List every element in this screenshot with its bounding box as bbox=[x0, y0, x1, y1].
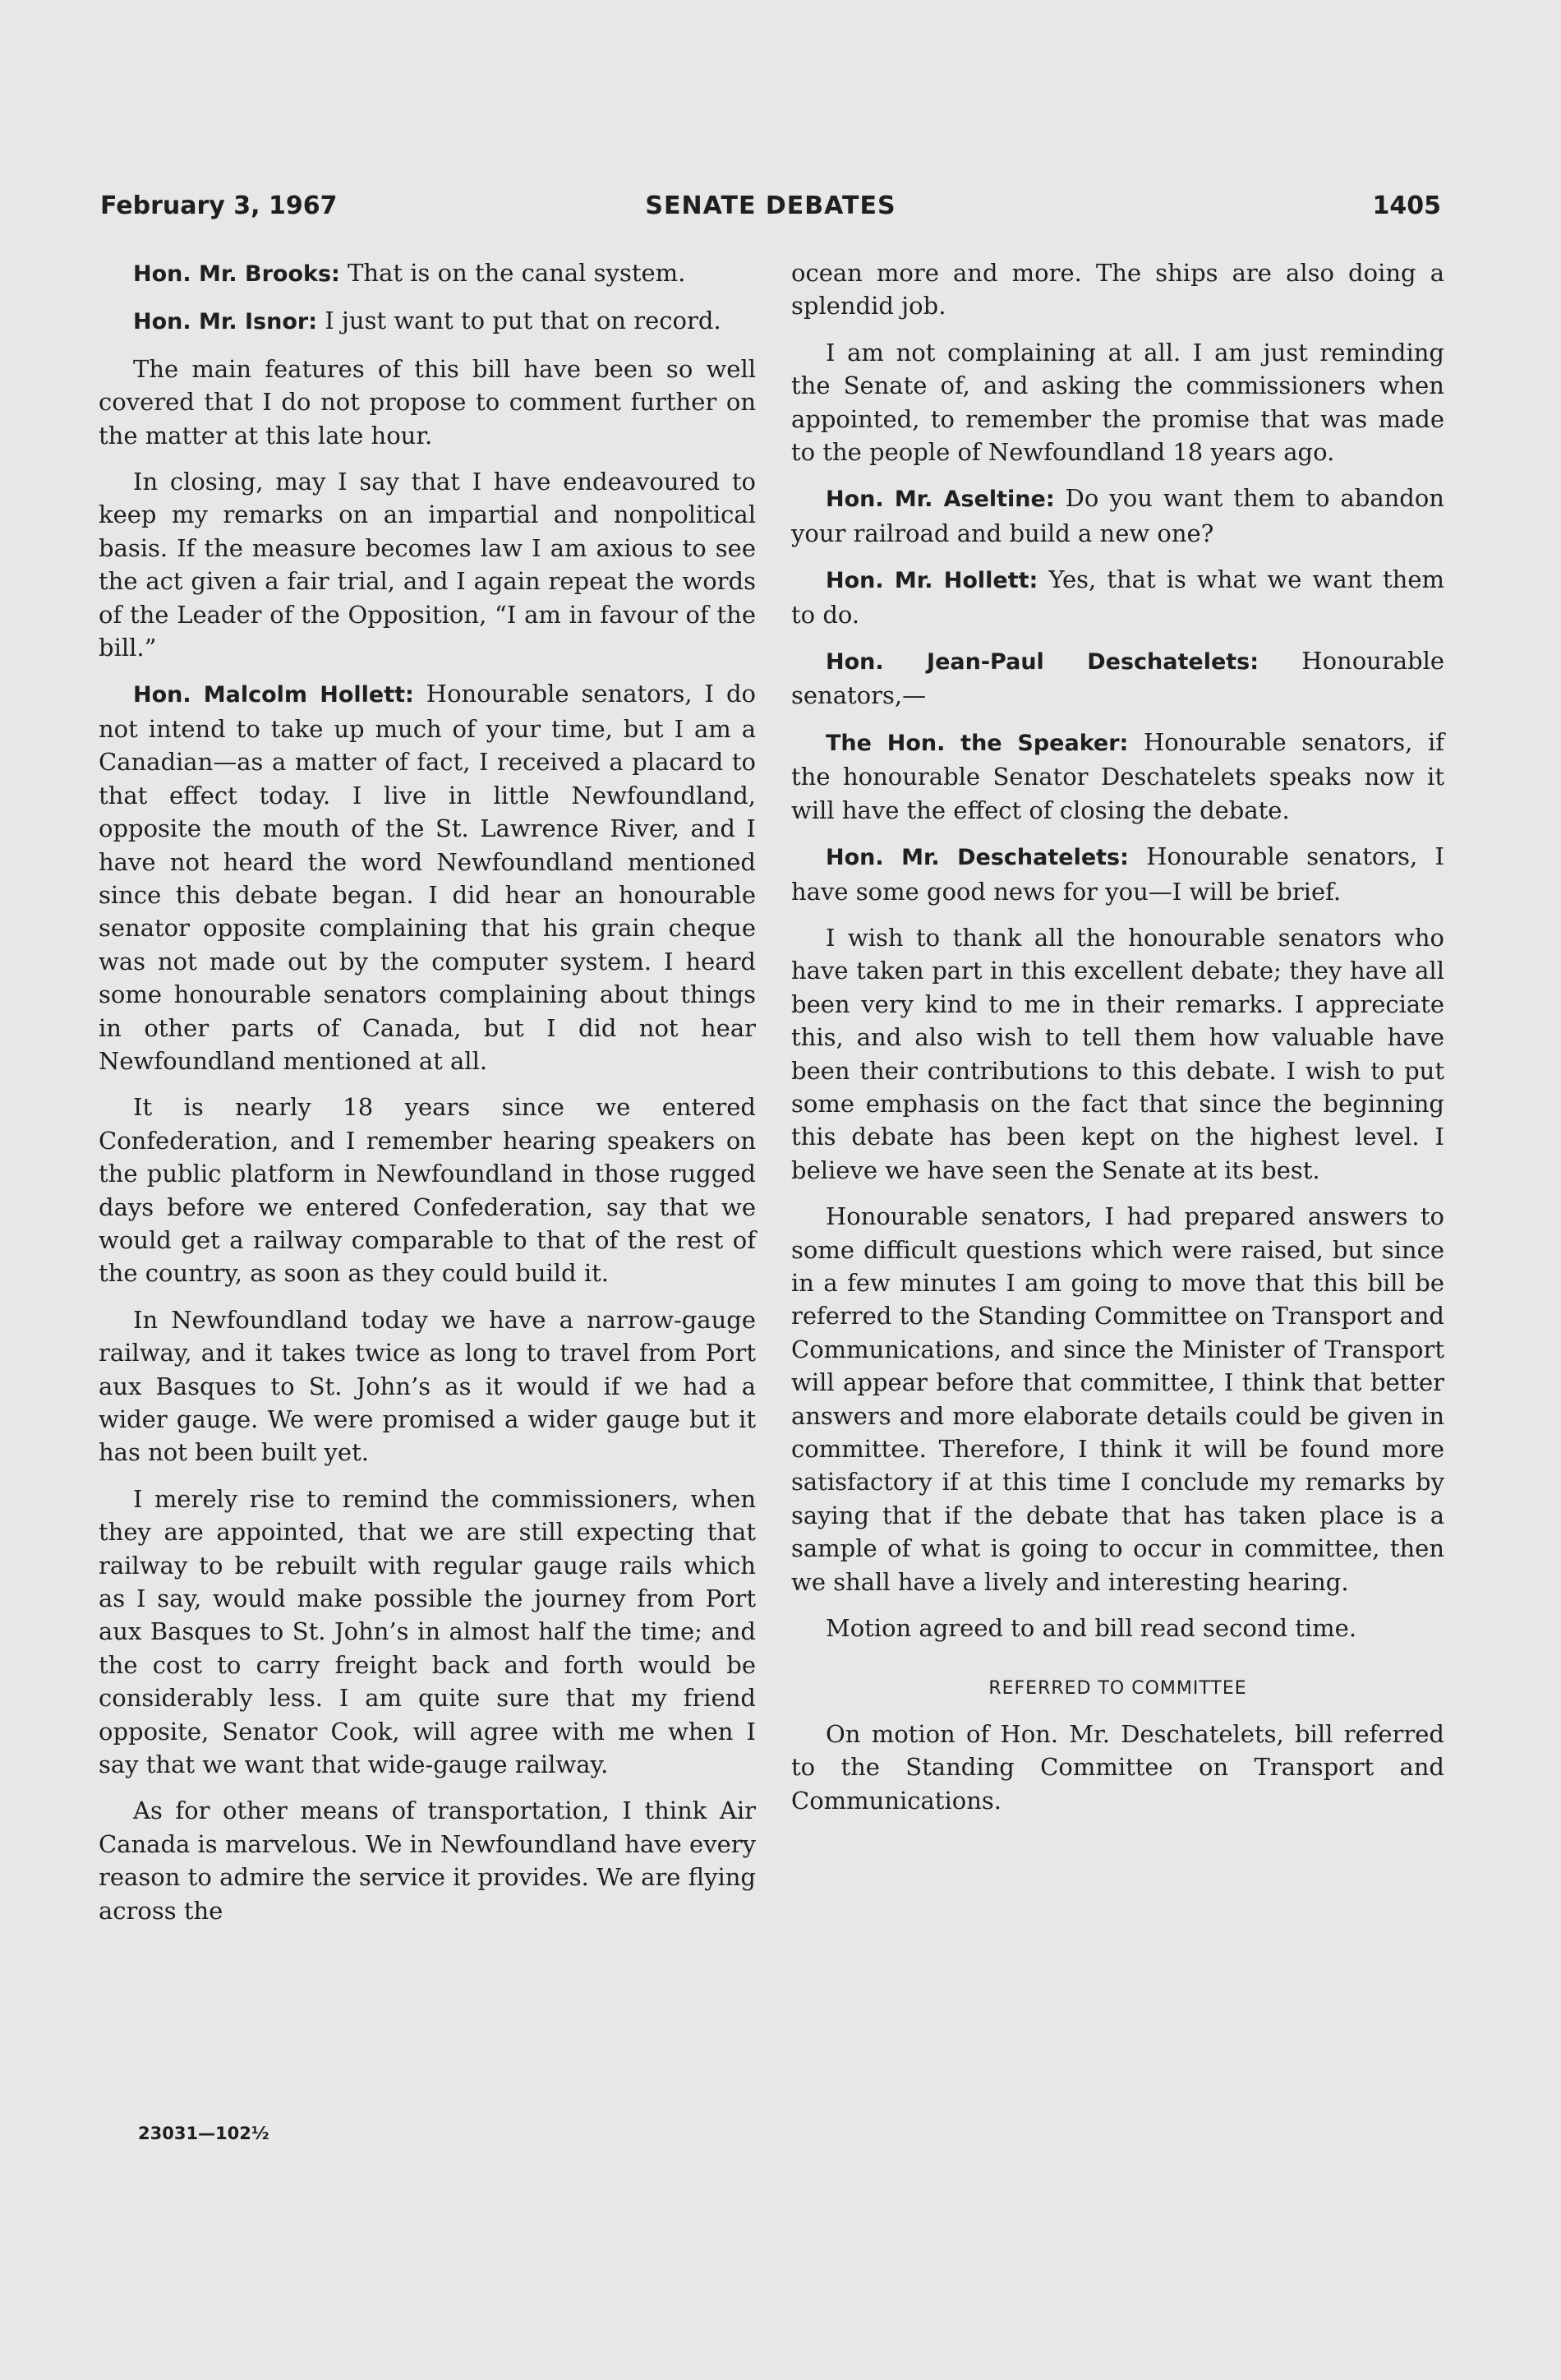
paragraph bbox=[791, 921, 1444, 1187]
paragraph-text: Do you want them to abandon your railroad and build a new one? bbox=[791, 484, 1444, 547]
paragraph bbox=[791, 644, 1444, 713]
paragraph-text: That is on the canal system. bbox=[348, 259, 686, 287]
paragraph bbox=[791, 726, 1444, 827]
speaker-name: Hon. Mr. Hollett: bbox=[826, 568, 1038, 594]
page-header bbox=[100, 191, 1441, 233]
paragraph-text: ocean more and more. The ships are also doing a splendid job. bbox=[791, 259, 1444, 321]
speaker-name: Hon. Mr. Aseltine: bbox=[826, 487, 1055, 513]
paragraph bbox=[99, 1303, 756, 1469]
paragraph-text: In closing, may I say that I have endeavoured to keep my remarks on an impartial and nonpolitical basis. If the measure becomes law I am axious to see the act given a fair trial, and I again repeat the words of the Leader of the Opposition, “I am in favour of the bill.” bbox=[99, 468, 756, 662]
paragraph bbox=[99, 1091, 756, 1289]
speaker-name: Hon. Mr. Isnor: bbox=[133, 309, 318, 335]
speaker-name: Hon. Jean-Paul Deschatelets: bbox=[826, 649, 1259, 676]
paragraph-text: As for other means of transportation, I think Air Canada is marvelous. We in Newfoundland have every reason to admire the service it provides. We are flying across the bbox=[99, 1797, 756, 1925]
paragraph bbox=[99, 353, 756, 452]
paragraph bbox=[791, 840, 1444, 908]
paragraph-text: Motion agreed to and bill read second time. bbox=[826, 1614, 1357, 1643]
paragraph bbox=[791, 1718, 1444, 1817]
paragraph bbox=[99, 256, 756, 291]
paragraph-text: It is nearly 18 years since we entered Confederation, and I remember hearing speakers on the public platform in Newfoundland in those rugged days before we entered Confederation, say that we would get a railway comparable to that of the rest of the country, as soon as they could build it. bbox=[99, 1093, 756, 1288]
paragraph-text: Honourable senators,— bbox=[791, 647, 1445, 710]
right-column bbox=[791, 256, 1444, 1830]
speaker-name: The Hon. the Speaker: bbox=[826, 730, 1129, 756]
paragraph-text: I just want to put that on record. bbox=[325, 307, 721, 335]
speaker-name: Hon. Mr. Brooks: bbox=[133, 261, 340, 287]
paragraph-text: The main features of this bill have been so well covered that I do not propose to comment further on the matter at this late hour. bbox=[99, 354, 756, 450]
paragraph-text: Honourable senators, if the honourable Senator Deschatelets speaks now it will have the effect of closing the debate. bbox=[791, 727, 1444, 824]
paragraph-text: I merely rise to remind the commissioners, when they are appointed, that we are still expecting that railway to be rebuilt with regular gauge rails which as I say, would make possible the journey from Port aux Basques to St. John’s in almost half the time; and the cost to carry freight back and forth would be considerably less. I am quite sure that my friend opposite, Senator Cook, will agree with me when I say that we want that wide-gauge railway. bbox=[99, 1484, 756, 1779]
paragraph-text: Honourable senators, I do not intend to take up much of your time, but I am a Canadian—as a matter of fact, I received a placard to that effect today. I live in little Newfoundland, opposite the mouth of the St. Lawrence River, and I have not heard the word Newfoundland mentioned since this debate began. I did hear an honourable senator opposite complaining that his grain cheque was not made out by the computer system. I heard some honourable senators complaining about things in other parts of Canada, but I did not hear Newfoundland mentioned at all. bbox=[99, 680, 757, 1075]
paragraph-text: Yes, that is what we want them to do. bbox=[791, 565, 1445, 629]
paragraph-text: On motion of Hon. Mr. Deschatelets, bill referred to the Standing Committee on Transport and Communications. bbox=[791, 1719, 1444, 1815]
paragraph-text: Honourable senators, I had prepared answers to some difficult questions which were raised, but since in a few minutes I am going to move that this bill be referred to the Standing Committee on Transport and Communications, and since the Minister of Transport will appear before that committee, I think that better answers and more elaborate details could be given in committee. Therefore, I think it will be found more satisfactory if at this time I conclude my remarks by saying that if the debate that has taken place is a sample of what is going to occur in committee, then we shall have a lively and interesting hearing. bbox=[791, 1202, 1444, 1596]
section-heading: REFERRED TO COMMITTEE bbox=[988, 1678, 1247, 1700]
paragraph bbox=[99, 465, 756, 664]
paragraph bbox=[791, 1612, 1444, 1644]
paragraph-text: In Newfoundland today we have a narrow-gauge railway, and it takes twice as long to travel from Port aux Basques to St. John’s as it would if we had a wider gauge. We were promised a wider gauge but it has not been built yet. bbox=[99, 1305, 756, 1467]
paragraph bbox=[791, 482, 1444, 550]
paragraph-text: I wish to thank all the honourable senators who have taken part in this excellent debate; they have all been very kind to me in their remarks. I appreciate this, and also wish to tell them how valuable have been their contributions to this debate. I wish to put some emphasis on the fact that since the beginning this debate has been kept on the highest level. I believe we have seen the Senate at its best. bbox=[791, 923, 1444, 1184]
speaker-name: Hon. Mr. Deschatelets: bbox=[826, 845, 1129, 871]
paragraph-text: I am not complaining at all. I am just reminding the Senate of, and asking the commissioners when appointed, to remember the promise that was made to the people of Newfoundland 18 years ago. bbox=[791, 338, 1444, 467]
speaker-name: Hon. Malcolm Hollett: bbox=[133, 682, 414, 708]
paragraph bbox=[791, 563, 1444, 631]
header-page-number: 1405 bbox=[1372, 191, 1441, 220]
header-title: SENATE DEBATES bbox=[645, 191, 896, 220]
paragraph bbox=[99, 304, 756, 339]
paragraph bbox=[791, 336, 1444, 469]
footer-code: 23031—102½ bbox=[138, 2124, 269, 2143]
paragraph-text: Honourable senators, I have some good news for you—I will be brief. bbox=[791, 842, 1444, 906]
header-date: February 3, 1967 bbox=[100, 191, 338, 220]
paragraph bbox=[99, 677, 756, 1077]
paragraph bbox=[791, 1200, 1444, 1598]
paragraph bbox=[791, 256, 1444, 323]
paragraph bbox=[99, 1794, 756, 1927]
paragraph bbox=[99, 1483, 756, 1782]
left-column bbox=[99, 256, 756, 1940]
